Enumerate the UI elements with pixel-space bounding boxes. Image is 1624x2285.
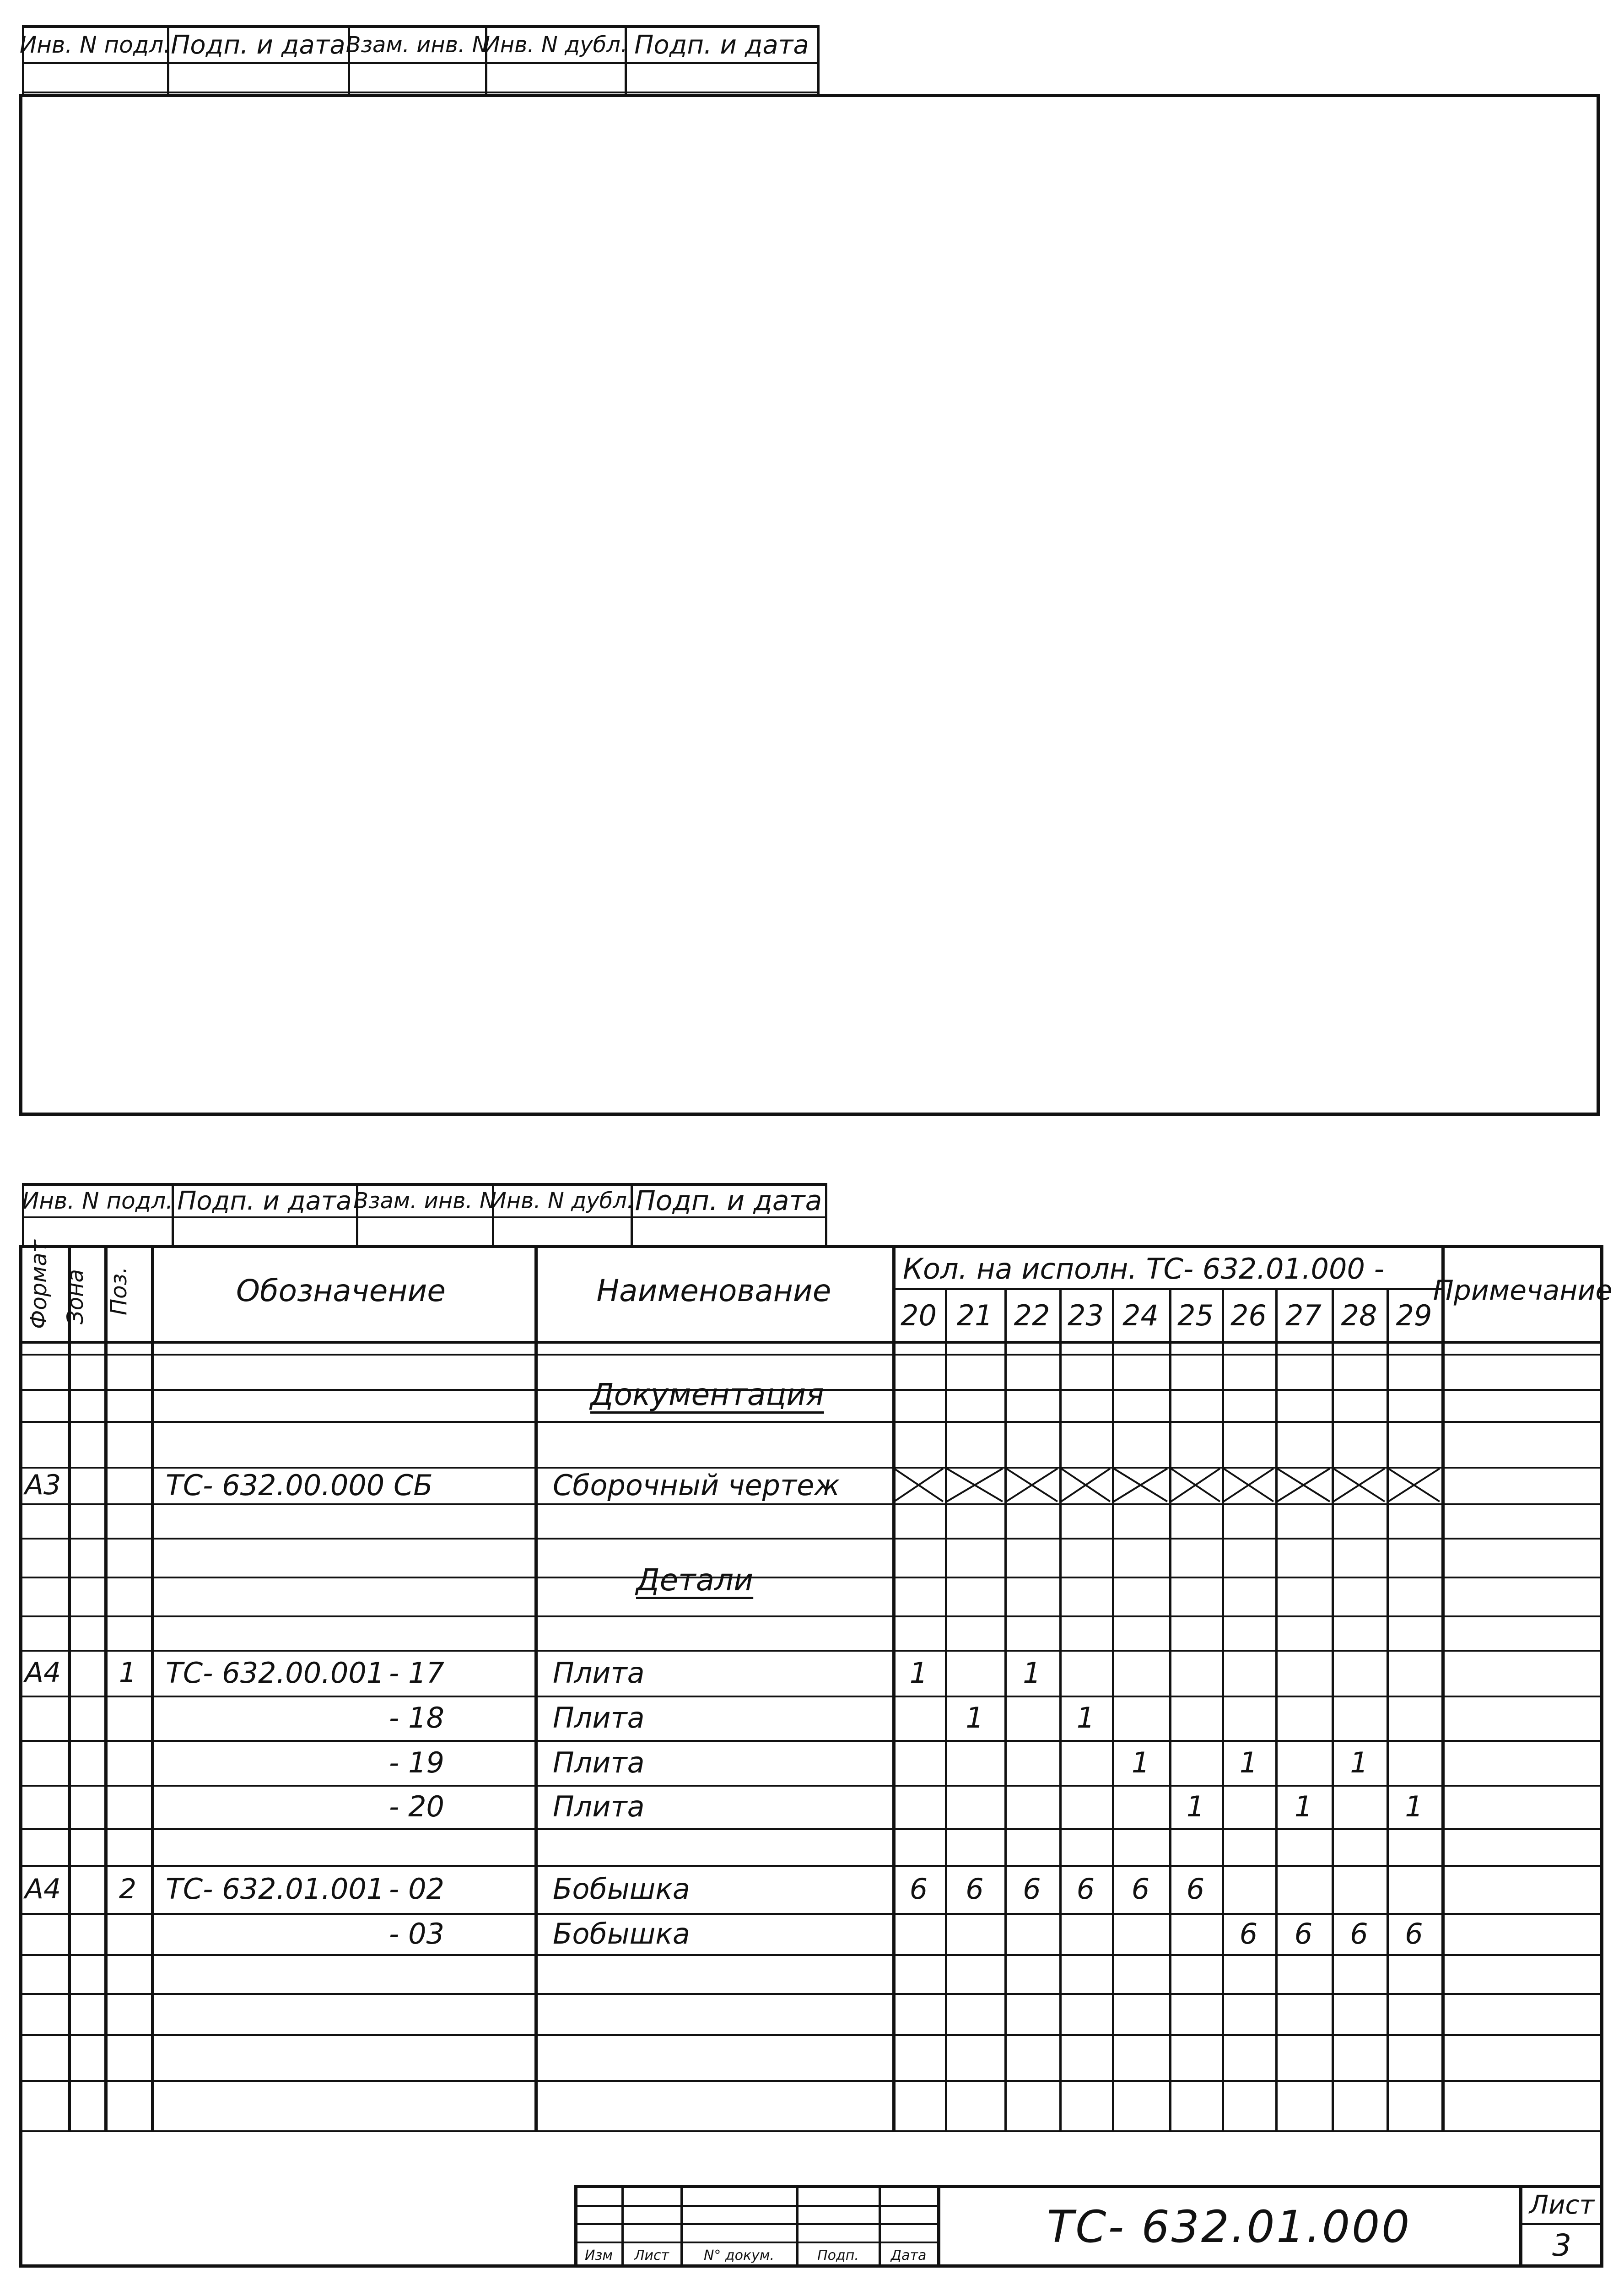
title-block-divider bbox=[937, 2185, 940, 2268]
variant-header: 24 bbox=[1122, 1299, 1159, 1332]
title-col-label: Дата bbox=[890, 2247, 927, 2263]
table-row-line bbox=[22, 2130, 1602, 2132]
row-name: Бобышка bbox=[553, 1872, 690, 1906]
table-row-line bbox=[22, 1354, 1602, 1356]
table-row-line bbox=[22, 1421, 1602, 1423]
table-row-line bbox=[22, 1993, 1602, 1995]
row-name: Сборочный чертеж bbox=[553, 1468, 840, 1502]
table-row-line bbox=[22, 2034, 1602, 2036]
row-format: А4 bbox=[25, 1657, 61, 1689]
title-block-line bbox=[574, 2205, 937, 2207]
crossed-cell-mark bbox=[945, 1467, 1004, 1503]
table-column-divider bbox=[68, 1245, 71, 2130]
sheet-label: Лист bbox=[1529, 2190, 1594, 2220]
table-row-line bbox=[22, 1615, 1602, 1617]
row-qty: 1 bbox=[1239, 1745, 1258, 1779]
row-qty: 1 bbox=[1131, 1745, 1150, 1779]
stamp-label: Подп. и дата bbox=[177, 1186, 352, 1216]
row-designation-suffix: - 03 bbox=[389, 1917, 444, 1950]
crossed-cell-mark bbox=[892, 1467, 945, 1503]
row-format: А4 bbox=[25, 1873, 61, 1905]
row-qty: 6 bbox=[1186, 1872, 1205, 1906]
row-qty: 6 bbox=[1294, 1917, 1313, 1950]
row-qty: 6 bbox=[966, 1872, 984, 1906]
stamp-label: Подп. и дата bbox=[635, 1185, 822, 1217]
variant-header: 20 bbox=[901, 1299, 937, 1332]
crossed-cell-mark bbox=[1387, 1467, 1441, 1503]
row-designation-suffix: - 17 bbox=[389, 1656, 444, 1690]
header-qty-title: Кол. на исполн. ТС- 632.01.000 - bbox=[903, 1252, 1384, 1286]
sheet-number: 3 bbox=[1552, 2227, 1571, 2263]
row-qty: 1 bbox=[966, 1701, 984, 1734]
variant-header: 28 bbox=[1341, 1299, 1377, 1332]
document-number: ТС- 632.01.000 bbox=[1047, 2201, 1412, 2253]
variant-header: 22 bbox=[1014, 1299, 1050, 1332]
variant-column-divider bbox=[1222, 1288, 1224, 2130]
row-name: Бобышка bbox=[553, 1917, 690, 1950]
row-qty: 6 bbox=[1405, 1917, 1423, 1950]
variant-header: 29 bbox=[1396, 1299, 1432, 1332]
crossed-cell-mark bbox=[1332, 1467, 1387, 1503]
row-designation-suffix: - 20 bbox=[389, 1790, 444, 1823]
row-qty: 6 bbox=[1131, 1872, 1150, 1906]
section-documentation: Документация bbox=[590, 1377, 824, 1412]
stamp-label: Инв. N подл. bbox=[19, 32, 171, 58]
variant-header: 26 bbox=[1230, 1299, 1267, 1332]
row-position: 2 bbox=[119, 1873, 137, 1905]
section-details: Детали bbox=[636, 1562, 754, 1598]
title-block-line bbox=[574, 2223, 937, 2225]
row-qty: 1 bbox=[1076, 1701, 1095, 1734]
table-column-divider bbox=[534, 1245, 538, 2130]
header-name: Наименование bbox=[596, 1273, 831, 1308]
row-qty: 1 bbox=[909, 1656, 928, 1690]
variant-column-divider bbox=[1275, 1288, 1278, 2130]
row-designation-suffix: - 02 bbox=[389, 1872, 444, 1906]
row-qty: 1 bbox=[1350, 1745, 1368, 1779]
row-qty: 6 bbox=[1076, 1872, 1095, 1906]
row-designation: ТС- 632.01.001 bbox=[166, 1872, 385, 1906]
table-row-line bbox=[22, 2080, 1602, 2082]
crossed-cell-mark bbox=[1275, 1467, 1332, 1503]
crossed-cell-mark bbox=[1222, 1467, 1275, 1503]
variant-column-divider bbox=[1004, 1288, 1007, 2130]
title-col-label: N° докум. bbox=[703, 2247, 775, 2263]
variant-header: 23 bbox=[1068, 1299, 1104, 1332]
stamp-label: Подп. и дата bbox=[171, 30, 345, 60]
row-qty: 1 bbox=[1405, 1790, 1423, 1823]
table-header-line bbox=[22, 1341, 1602, 1344]
row-designation: ТС- 632.00.001 bbox=[166, 1656, 385, 1690]
qty-subheader-line bbox=[892, 1288, 1441, 1290]
variant-column-divider bbox=[1387, 1288, 1389, 2130]
header-zone: Зона bbox=[63, 1269, 88, 1324]
table-column-divider bbox=[1441, 1245, 1445, 2130]
header-format: Формат bbox=[26, 1240, 52, 1329]
table-row-line bbox=[22, 1954, 1602, 1956]
row-name: Плита bbox=[553, 1656, 645, 1690]
table-column-divider bbox=[151, 1245, 154, 2130]
table-row-line bbox=[22, 1828, 1602, 1830]
stamp-divider bbox=[825, 1183, 827, 1247]
crossed-cell-mark bbox=[1059, 1467, 1112, 1503]
variant-column-divider bbox=[1332, 1288, 1334, 2130]
stamp-label: Инв. N подл. bbox=[22, 1188, 173, 1214]
header-designation: Обозначение bbox=[236, 1273, 446, 1308]
stamp-label: Взам. инв. N bbox=[345, 32, 489, 58]
row-qty: 6 bbox=[1239, 1917, 1258, 1950]
crossed-cell-mark bbox=[1169, 1467, 1222, 1503]
row-position: 1 bbox=[119, 1657, 137, 1689]
crossed-cell-mark bbox=[1004, 1467, 1059, 1503]
stamp-label: Подп. и дата bbox=[634, 30, 809, 60]
stamp-label: Инв. N дубл. bbox=[483, 32, 628, 58]
row-designation: ТС- 632.00.000 СБ bbox=[166, 1468, 433, 1502]
table-row-line bbox=[22, 1577, 1602, 1578]
variant-header: 21 bbox=[956, 1299, 993, 1332]
row-qty: 1 bbox=[1023, 1656, 1041, 1690]
row-designation-suffix: - 18 bbox=[389, 1701, 444, 1734]
row-qty: 1 bbox=[1186, 1790, 1205, 1823]
row-name: Плита bbox=[553, 1701, 645, 1734]
title-col-label: Лист bbox=[634, 2247, 669, 2263]
variant-header: 27 bbox=[1285, 1299, 1322, 1332]
blank-frame bbox=[19, 94, 1600, 1116]
header-note: Примечание bbox=[1433, 1275, 1613, 1307]
row-qty: 6 bbox=[1023, 1872, 1041, 1906]
crossed-cell-mark bbox=[1112, 1467, 1169, 1503]
row-designation-suffix: - 19 bbox=[389, 1745, 444, 1779]
stamp-line bbox=[22, 62, 820, 64]
variant-header: 25 bbox=[1177, 1299, 1214, 1332]
row-format: А3 bbox=[25, 1469, 61, 1501]
row-qty: 6 bbox=[1350, 1917, 1368, 1950]
row-qty: 1 bbox=[1294, 1790, 1313, 1823]
title-col-label: Изм bbox=[584, 2247, 613, 2263]
title-col-label: Подп. bbox=[817, 2247, 859, 2263]
title-block-line bbox=[574, 2242, 937, 2243]
stamp-divider bbox=[817, 25, 820, 94]
stamp-line bbox=[22, 92, 820, 93]
variant-column-divider bbox=[1169, 1288, 1171, 2130]
row-name: Плита bbox=[553, 1745, 645, 1779]
variant-column-divider bbox=[1112, 1288, 1114, 2130]
row-name: Плита bbox=[553, 1790, 645, 1823]
stamp-label: Взам. инв. N bbox=[353, 1188, 496, 1214]
row-qty: 6 bbox=[909, 1872, 928, 1906]
header-pos: Поз. bbox=[106, 1266, 132, 1315]
table-row-line bbox=[22, 1538, 1602, 1540]
stamp-label: Инв. N дубл. bbox=[490, 1188, 634, 1214]
table-row-line bbox=[22, 1503, 1602, 1505]
